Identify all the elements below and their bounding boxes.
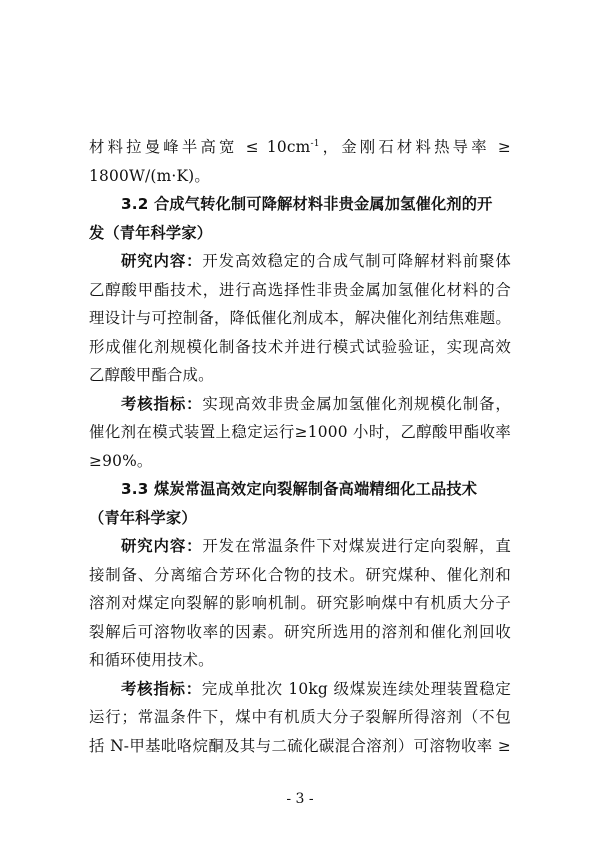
paragraph-line: 乙醇酸甲酯合成。 — [89, 366, 214, 384]
paragraph-line — [121, 251, 511, 271]
research-content-label: 研究内容： — [121, 537, 203, 555]
paragraph-line: 接制备、分离缩合芳环化合物的技术。研究煤种、催化剂和 — [89, 566, 511, 584]
paragraph-line — [121, 679, 511, 699]
paragraph-line: 乙醇酸甲酯技术，进行高选择性非贵金属加氢催化材料的合 — [89, 281, 511, 299]
paragraph-line — [121, 394, 511, 414]
paragraph-line: 和循环使用技术。 — [89, 651, 214, 669]
section-heading-3-3-cont: （青年科学家） — [89, 509, 197, 527]
section-heading-3-2: 3.2 合成气转化制可降解材料非贵金属加氢催化剂的开 — [121, 195, 493, 213]
paragraph-line: 溶剂对煤定向裂解的影响机制。研究影响煤中有机质大分子 — [89, 594, 511, 612]
text-segment: ，金刚石材料热导率 ≥ — [319, 138, 511, 156]
assessment-label: 考核指标： — [121, 395, 203, 413]
text-segment: 材料拉曼峰半高宽 ≤ 10cm — [89, 138, 311, 156]
paragraph-line: 催化剂在模式装置上稳定运行≥1000 小时，乙醇酸甲酯收率 — [89, 423, 511, 441]
section-heading-3-2-cont: 发（青年科学家） — [89, 224, 213, 242]
paragraph-line — [121, 536, 511, 556]
superscript: -1 — [310, 139, 320, 149]
text-segment: 开发高效稳定的合成气制可降解材料前聚体 — [202, 252, 511, 270]
paragraph-line: ≥90%。 — [89, 452, 153, 470]
paragraph-line: 形成催化剂规模化制备技术并进行模式试验验证，实现高效 — [89, 338, 511, 356]
research-content-label: 研究内容： — [121, 252, 203, 270]
text-segment: 开发在常温条件下对煤炭进行定向裂解，直 — [202, 537, 511, 555]
text-segment: 完成单批次 10kg 级煤炭连续处理装置稳定 — [201, 680, 511, 698]
paragraph-line: 裂解后可溶物收率的因素。研究所选用的溶剂和催化剂回收 — [89, 623, 511, 641]
text-segment: 实现高效非贵金属加氢催化剂规模化制备， — [202, 395, 511, 413]
text-line — [89, 137, 511, 157]
paragraph-line: 运行；常温条件下，煤中有机质大分子裂解所得溶剂（不包 — [89, 708, 511, 726]
paragraph-line: 理设计与可控制备，降低催化剂成本，解决催化剂结焦难题。 — [89, 309, 511, 327]
section-heading-3-3: 3.3 煤炭常温高效定向裂解制备高端精细化工品技术 — [121, 480, 478, 498]
page-number: - 3 - — [286, 791, 314, 807]
text-line: 1800W/(m·K)。 — [89, 167, 210, 185]
assessment-label: 考核指标： — [121, 680, 202, 698]
paragraph-line: 括 N-甲基吡咯烷酮及其与二硫化碳混合溶剂）可溶物收率 ≥ — [89, 737, 511, 755]
